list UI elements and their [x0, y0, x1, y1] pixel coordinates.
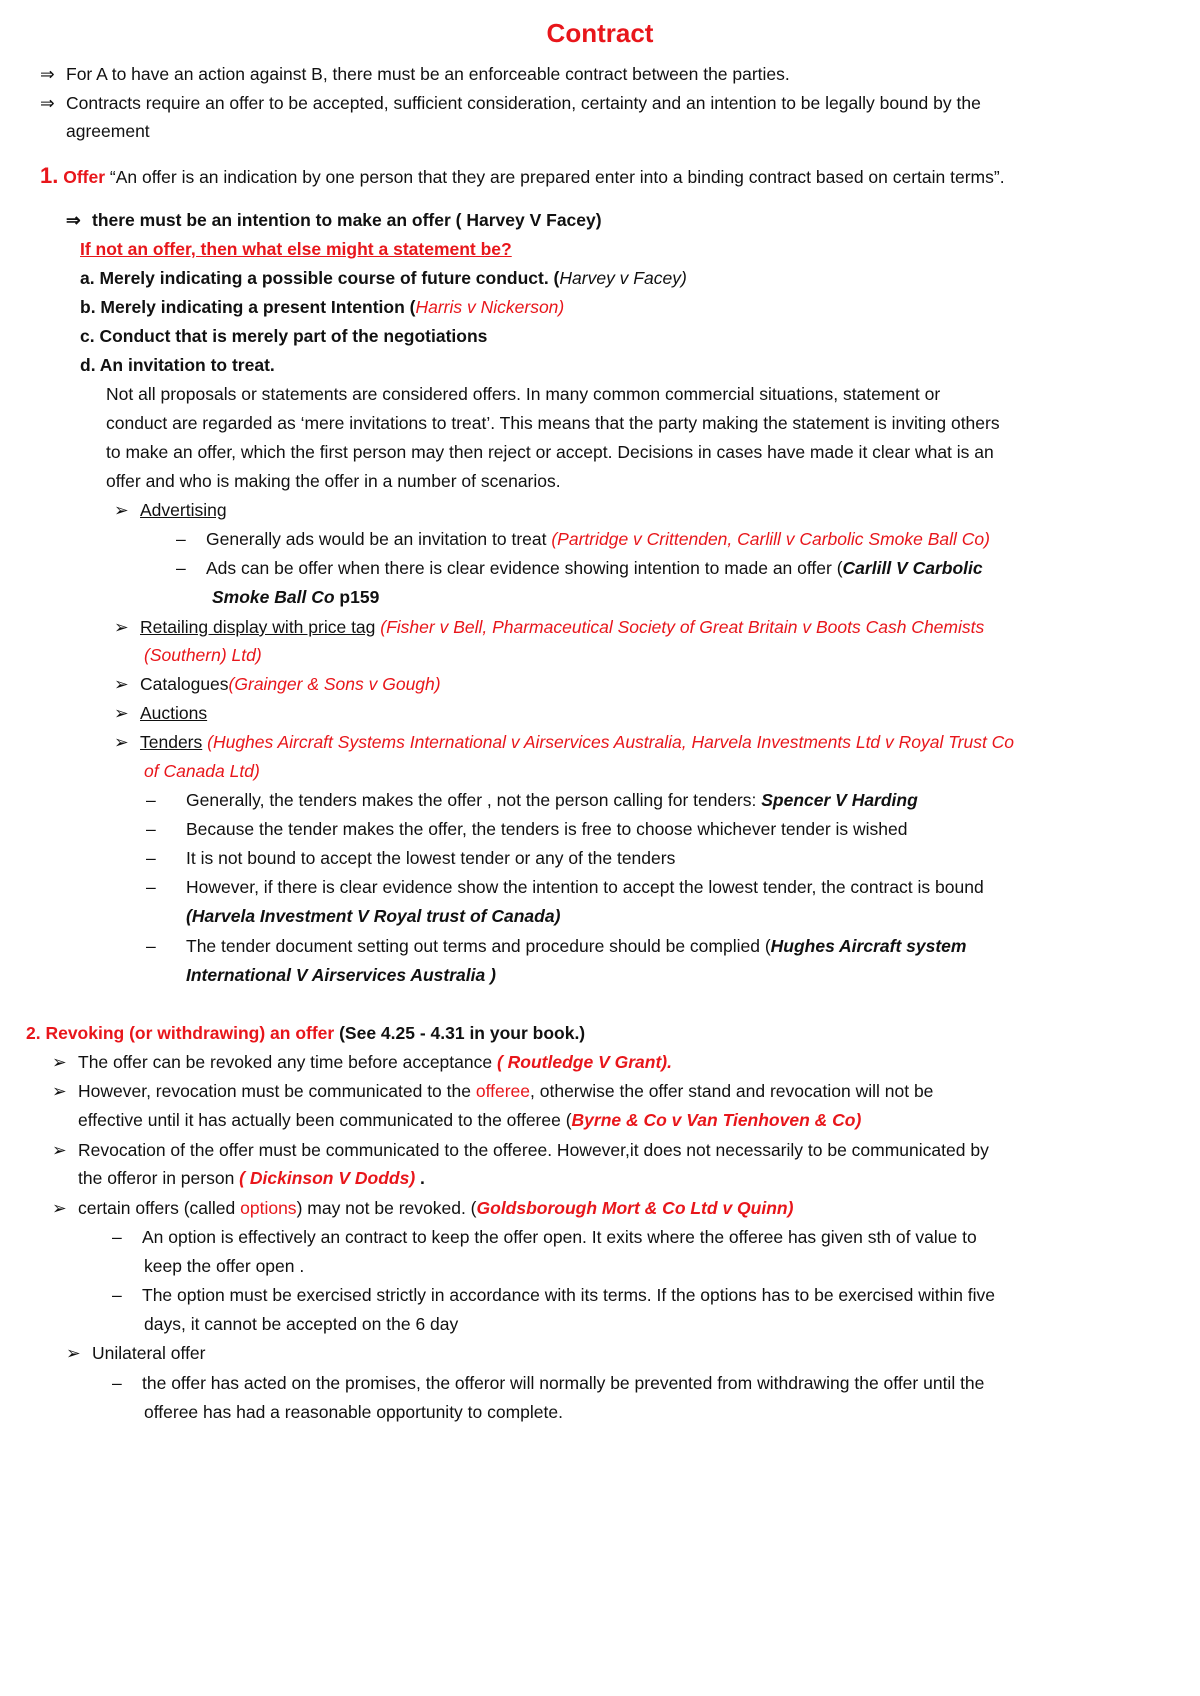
statement-question: If not an offer, then what else might a statement be? — [80, 239, 512, 259]
advertising-sub-2: – Ads can be offer when there is clear evidence showing intention to made an offer (Carlill V Carbolic — [176, 558, 983, 578]
revoke-item-4: ➢ certain offers (called options) may not be revoked. (Goldsborough Mort & Co Ltd v Quinn) — [52, 1198, 794, 1218]
item-d: d. An invitation to treat. — [80, 355, 275, 375]
tenders-item: ➢ Tenders (Hughes Aircraft Systems International v Airservices Australia, Harvela Investments Ltd v Royal Trust Co — [114, 732, 1015, 752]
dash-bullet-icon: – — [146, 848, 156, 868]
catalogue-item: ➢ Catalogues(Grainger & Sons v Gough) — [114, 674, 441, 694]
tenders-sub-1: – Generally, the tenders makes the offer , not the person calling for tenders: Spencer V Harding — [146, 790, 918, 810]
option-sub-2-cont: days, it cannot be accepted on the 6 day — [144, 1314, 459, 1334]
option-sub-2: – The option must be exercised strictly in accordance with its terms. If the options has to be exercised within five — [112, 1285, 996, 1305]
page-title: Contract — [546, 18, 654, 48]
revoke-item-2-cont: effective until it has actually been communicated to the offeree (Byrne & Co v Van Tienhoven & Co) — [78, 1110, 862, 1130]
intro-line-2: ⇒ Contracts require an offer to be accepted, sufficient consideration, certainty and an intention to be legally bound by the — [40, 93, 981, 113]
arrowhead-bullet-icon: ➢ — [114, 732, 129, 752]
dash-bullet-icon: – — [112, 1285, 122, 1305]
item-a: a. Merely indicating a possible course of future conduct. (Harvey v Facey) — [80, 268, 687, 288]
arrowhead-bullet-icon: ➢ — [52, 1198, 67, 1218]
tenders-item-cont: of Canada Ltd) — [144, 761, 260, 781]
option-sub-1-cont: keep the offer open . — [144, 1256, 305, 1276]
arrow-icon: ⇒ — [40, 93, 55, 113]
unilateral-item: ➢ Unilateral offer — [66, 1343, 206, 1363]
tenders-sub-5: – The tender document setting out terms and procedure should be complied (Hughes Aircraft system — [146, 936, 967, 956]
offer-definition: 1. Offer “An offer is an indication by one person that they are prepared enter into a binding contract based on certain terms”. — [40, 163, 1005, 188]
paragraph-line: offer and who is making the offer in a number of scenarios. — [106, 471, 561, 491]
arrowhead-bullet-icon: ➢ — [52, 1052, 67, 1072]
tenders-sub-4: – However, if there is clear evidence show the intention to accept the lowest tender, the contract is bound — [146, 877, 984, 897]
tenders-sub-4-cont: (Harvela Investment V Royal trust of Canada) — [186, 906, 561, 926]
dash-bullet-icon: – — [112, 1373, 122, 1393]
arrowhead-bullet-icon: ➢ — [114, 674, 129, 694]
intention-line: ⇒ there must be an intention to make an offer ( Harvey V Facey) — [66, 210, 602, 230]
item-b: b. Merely indicating a present Intention (Harris v Nickerson) — [80, 297, 565, 317]
revoke-item-1: ➢ The offer can be revoked any time before acceptance ( Routledge V Grant). — [52, 1052, 672, 1072]
intro-line-1: ⇒ For A to have an action against B, there must be an enforceable contract between the parties. — [40, 64, 790, 84]
arrowhead-bullet-icon: ➢ — [114, 500, 129, 520]
arrowhead-bullet-icon: ➢ — [114, 703, 129, 723]
revoke-heading: 2. Revoking (or withdrawing) an offer (See 4.25 - 4.31 in your book.) — [26, 1023, 586, 1043]
dash-bullet-icon: – — [146, 936, 156, 956]
tenders-sub-5-cont: International V Airservices Australia ) — [186, 965, 496, 985]
dash-bullet-icon: – — [176, 558, 186, 578]
item-c: c. Conduct that is merely part of the negotiations — [80, 326, 488, 346]
dash-bullet-icon: – — [146, 790, 156, 810]
arrowhead-bullet-icon: ➢ — [52, 1081, 67, 1101]
retail-item: ➢ Retailing display with price tag (Fisher v Bell, Pharmaceutical Society of Great Britain v Boots Cash Chemists — [114, 617, 985, 637]
unilateral-sub-1-cont: offeree has had a reasonable opportunity to complete. — [144, 1402, 563, 1422]
auctions-item: ➢ Auctions — [114, 703, 208, 723]
option-sub-1: – An option is effectively an contract to keep the offer open. It exits where the offeree has given sth of value to — [112, 1227, 977, 1247]
advertising-sub-1: – Generally ads would be an invitation to treat (Partridge v Crittenden, Carlill v Carbolic Smoke Ball Co) — [176, 529, 990, 549]
paragraph-line: conduct are regarded as ‘mere invitations to treat’. This means that the party making the statement is inviting others — [106, 413, 1000, 433]
revoke-item-2: ➢ However, revocation must be communicated to the offeree, otherwise the offer stand and revocation will not be — [52, 1081, 934, 1101]
dash-bullet-icon: – — [146, 877, 156, 897]
paragraph-line: to make an offer, which the first person may then reject or accept. Decisions in cases have made it clear what is an — [106, 442, 994, 462]
arrow-icon: ⇒ — [40, 64, 55, 84]
arrowhead-bullet-icon: ➢ — [52, 1140, 67, 1160]
tenders-sub-2: – Because the tender makes the offer, the tenders is free to choose whichever tender is wished — [146, 819, 908, 839]
arrowhead-bullet-icon: ➢ — [66, 1343, 81, 1363]
revoke-item-3-cont: the offeror in person ( Dickinson V Dodds) . — [78, 1168, 425, 1188]
dash-bullet-icon: – — [146, 819, 156, 839]
paragraph-line: Not all proposals or statements are considered offers. In many common commercial situations, statement or — [106, 384, 941, 404]
tenders-sub-3: – It is not bound to accept the lowest tender or any of the tenders — [146, 848, 676, 868]
dash-bullet-icon: – — [176, 529, 186, 549]
advertising-item: ➢ Advertising — [114, 500, 227, 520]
dash-bullet-icon: – — [112, 1227, 122, 1247]
revoke-item-3: ➢ Revocation of the offer must be communicated to the offeree. However,it does not necessarily to be communicated by — [52, 1140, 989, 1160]
intro-line-3: agreement — [66, 121, 150, 141]
unilateral-sub-1: – the offer has acted on the promises, the offeror will normally be prevented from withdrawing the offer until the — [112, 1373, 985, 1393]
retail-item-cont: (Southern) Ltd) — [144, 645, 262, 665]
arrow-icon: ⇒ — [66, 210, 81, 230]
arrowhead-bullet-icon: ➢ — [114, 617, 129, 637]
advertising-sub-2-cont: Smoke Ball Co p159 — [212, 587, 380, 607]
